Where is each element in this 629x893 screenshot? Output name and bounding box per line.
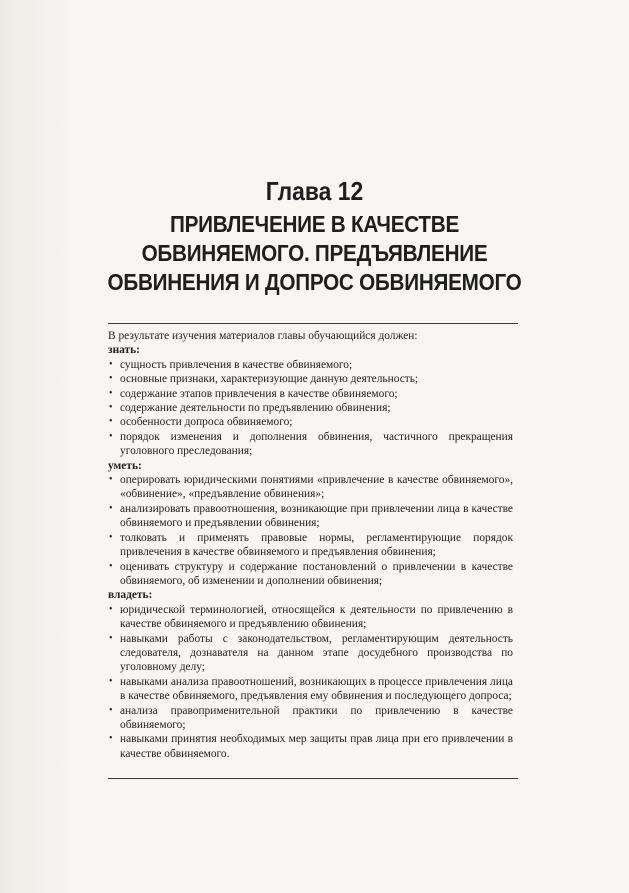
list-item	[108, 401, 513, 415]
intro-text: В результате изучения материалов главы обучающийся должен:	[108, 330, 418, 342]
bullet-icon: •	[109, 402, 113, 414]
list-item-text: толковать и применять правовые нормы, регламентирующие порядок привлечения в качестве обвиняемого и предъявления обвинения;	[120, 531, 513, 559]
list-item	[108, 502, 513, 531]
list-item-text: юридической терминологией, относящейся к деятельности по привлечению в качестве обвиняемого и предъявлению обвинения;	[120, 603, 513, 631]
list-item-text: основные признаки, характеризующие данную деятельность;	[120, 373, 419, 386]
list-item	[108, 430, 513, 459]
list-item	[108, 560, 513, 589]
list-item	[108, 415, 513, 429]
list-item	[108, 632, 513, 675]
section-heading: уметь:	[108, 459, 142, 472]
section-heading: знать:	[108, 344, 140, 357]
bullet-icon: •	[109, 560, 113, 572]
list-item-text: содержание этапов привлечения в качестве обвиняемого;	[120, 387, 398, 400]
list-item-text: навыками работы с законодательством, регламентирующим деятельность следователя, дознавателя на данном этапе досудебного производства по уголовному делу;	[120, 632, 513, 674]
bullet-icon: •	[109, 531, 113, 543]
list-item	[108, 675, 513, 704]
chapter-heading	[70, 174, 559, 297]
bullet-icon: •	[109, 416, 113, 428]
bullet-icon: •	[109, 474, 113, 486]
list-item-text: порядок изменения и дополнения обвинения, частичного прекращения уголовного преследования;	[120, 430, 513, 458]
bullet-icon: •	[109, 430, 113, 442]
bullet-icon: •	[109, 603, 113, 615]
outcome-list	[108, 473, 513, 588]
bullet-icon: •	[109, 632, 113, 644]
list-item-text: оперировать юридическими понятиями «привлечение в качестве обвиняемого», «обвинение», «предъявление обвинения»;	[120, 474, 513, 501]
list-item	[108, 473, 513, 502]
bullet-icon: •	[109, 387, 113, 399]
chapter-number: Глава 12	[265, 176, 364, 206]
page-gutter-shadow	[0, 0, 72, 893]
outcome-list	[108, 358, 513, 459]
list-item	[108, 732, 513, 761]
learning-outcomes-box	[108, 329, 513, 761]
bullet-icon: •	[109, 373, 113, 385]
outcome-sections	[108, 343, 513, 761]
list-item	[108, 387, 513, 401]
list-item-text: анализа правоприменительной практики по привлечению в качестве обвиняемого;	[120, 704, 513, 731]
list-item-text: содержание деятельности по предъявлению обвинения;	[120, 402, 391, 415]
box-top-rule	[108, 323, 518, 324]
list-item	[108, 358, 513, 372]
box-bottom-rule	[108, 778, 518, 779]
bullet-icon: •	[109, 358, 113, 370]
bullet-icon: •	[109, 675, 113, 687]
list-item	[108, 704, 513, 733]
list-item-text: навыками принятия необходимых мер защиты прав лица при его привлечении в качестве обвиняемого.	[120, 733, 513, 760]
list-item-text: оценивать структуру и содержание постановлений о привлечении в качестве обвиняемого, об изменении и дополнении обвинения;	[120, 560, 513, 587]
list-item-text: анализировать правоотношения, возникающие при привлечении лица в качестве обвиняемого и предъявлении обвинения;	[120, 502, 513, 530]
outcome-list	[108, 603, 513, 761]
list-item	[108, 603, 513, 632]
list-item	[108, 531, 513, 560]
section-heading: владеть:	[108, 589, 153, 602]
bullet-icon: •	[109, 704, 113, 716]
chapter-title: ПРИВЛЕЧЕНИЕ В КАЧЕСТВЕ ОБВИНЯЕМОГО. ПРЕДЪЯВЛЕНИЕ ОБВИНЕНИЯ И ДОПРОС ОБВИНЯЕМОГО	[107, 211, 522, 295]
list-item	[108, 372, 513, 386]
list-item-text: особенности допроса обвиняемого;	[120, 416, 293, 429]
list-item-text: навыками анализа правоотношений, возникающих в процессе привлечения лица в качестве обвиняемого, предъявления ему обвинения и последующего допроса;	[120, 675, 513, 703]
bullet-icon: •	[109, 733, 113, 745]
bullet-icon: •	[109, 502, 113, 514]
list-item-text: сущность привлечения в качестве обвиняемого;	[120, 358, 353, 371]
